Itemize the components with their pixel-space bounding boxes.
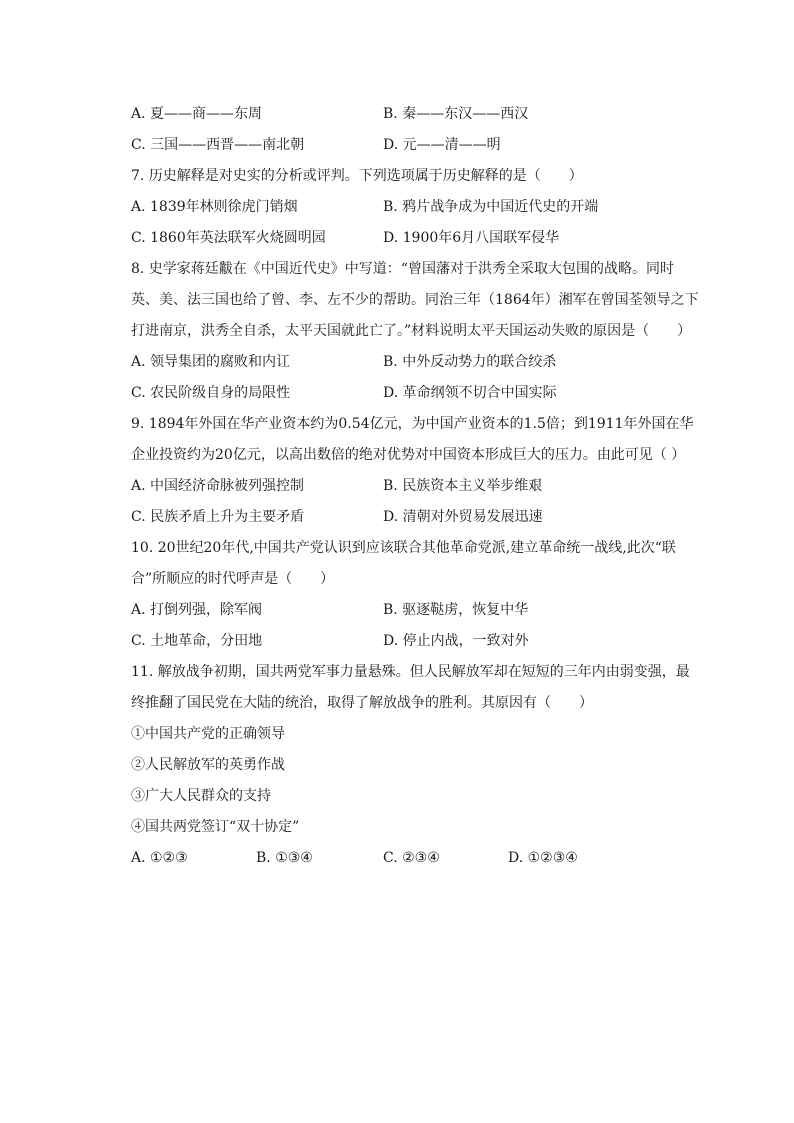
- q10-stem-line-2: 合”所顺应的时代呼声是（ ）: [131, 571, 335, 587]
- q9-options-row-2: [131, 502, 697, 533]
- q7-option-b[interactable]: B. 鸦片战争成为中国近代史的开端: [383, 199, 599, 215]
- q6-option-b[interactable]: B. 秦——东汉——西汉: [383, 106, 529, 122]
- q11-option-d[interactable]: D. ①②③④: [508, 850, 578, 866]
- q10-option-b[interactable]: B. 驱逐鞑虏，恢复中华: [383, 602, 529, 618]
- q10-stem: [131, 533, 697, 595]
- q11-item-1: ①中国共产党的正确领导: [131, 726, 285, 742]
- q6-options-row-1: [131, 99, 697, 130]
- q9-option-a[interactable]: A. 中国经济命脉被列强控制: [131, 478, 305, 494]
- q10-options-row-1: [131, 595, 697, 626]
- q8-stem-line-3: 打进南京，洪秀全自杀，太平天国就此亡了。”材料说明太平天国运动失败的原因是（ ）: [131, 323, 692, 339]
- q9-stem: [131, 409, 697, 471]
- q10-option-a[interactable]: A. 打倒列强，除军阀: [131, 602, 263, 618]
- q7-option-c[interactable]: C. 1860年英法联军火烧圆明园: [131, 230, 326, 246]
- q11-item-2: ②人民解放军的英勇作战: [131, 757, 285, 773]
- q11-stem: [131, 657, 697, 719]
- q9-stem-line-1: 9. 1894年外国在华产业资本约为0.54亿元，为中国产业资本的1.5倍；到1911年外国在华: [131, 416, 694, 432]
- q8-options-row-2: [131, 378, 697, 409]
- q9-stem-line-2: 企业投资约为20亿元，以高出数倍的绝对优势对中国资本形成巨大的压力。由此可见（ ）: [131, 447, 686, 463]
- q7-options-row-2: [131, 223, 697, 254]
- q8-stem-line-2: 英、美、法三国也给了曾、李、左不少的帮助。同治三年（1864年）湘军在曾国荃领导之下: [131, 292, 699, 308]
- q7-stem: [131, 161, 697, 192]
- q8-options-row-1: [131, 347, 697, 378]
- q8-stem: [131, 254, 697, 347]
- q11-item-4: ④国共两党签订“双十协定”: [131, 819, 300, 835]
- q11-option-c[interactable]: C. ②③④: [383, 850, 440, 866]
- q11-item-3: ③广大人民群众的支持: [131, 788, 271, 804]
- q7-stem-line-1: 7. 历史解释是对史实的分析或评判。下列选项属于历史解释的是（ ）: [131, 168, 583, 184]
- q8-option-c[interactable]: C. 农民阶级自身的局限性: [131, 385, 291, 401]
- q6-option-a[interactable]: A. 夏——商——东周: [131, 106, 263, 122]
- q11-stem-line-1: 11. 解放战争初期，国共两党军事力量悬殊。但人民解放军却在短短的三年内由弱变强，最: [131, 664, 690, 680]
- q8-stem-line-1: 8. 史学家蒋廷黻在《中国近代史》中写道：“曾国藩对于洪秀全采取大包围的战略。同时: [131, 261, 674, 277]
- q11-option-a[interactable]: A. ①②③: [131, 850, 188, 866]
- q8-option-a[interactable]: A. 领导集团的腐败和内讧: [131, 354, 291, 370]
- q9-options-row-1: [131, 471, 697, 502]
- q10-option-d[interactable]: D. 停止内战，一致对外: [383, 633, 529, 649]
- q9-option-b[interactable]: B. 民族资本主义举步维艰: [383, 478, 543, 494]
- q6-option-d[interactable]: D. 元——清——明: [383, 137, 501, 153]
- exam-page: [131, 99, 697, 874]
- q7-option-d[interactable]: D. 1900年6月八国联军侵华: [383, 230, 560, 246]
- q9-option-d[interactable]: D. 清朝对外贸易发展迅速: [383, 509, 543, 525]
- q9-option-c[interactable]: C. 民族矛盾上升为主要矛盾: [131, 509, 305, 525]
- q6-options-row-2: [131, 130, 697, 161]
- q7-option-a[interactable]: A. 1839年林则徐虎门销烟: [131, 199, 298, 215]
- q6-option-c[interactable]: C. 三国——西晋——南北朝: [131, 137, 305, 153]
- q8-option-d[interactable]: D. 革命纲领不切合中国实际: [383, 385, 557, 401]
- q11-options-row: [131, 843, 697, 874]
- q10-stem-line-1: 10. 20世纪20年代,中国共产党认识到应该联合其他革命党派,建立革命统一战线,此次“联: [131, 540, 676, 556]
- q8-option-b[interactable]: B. 中外反动势力的联合绞杀: [383, 354, 557, 370]
- q11-option-b[interactable]: B. ①③④: [256, 850, 313, 866]
- q10-option-c[interactable]: C. 土地革命，分田地: [131, 633, 263, 649]
- q11-stem-line-2: 终推翻了国民党在大陆的统治，取得了解放战争的胜利。其原因有（ ）: [131, 695, 593, 711]
- q10-options-row-2: [131, 626, 697, 657]
- q7-options-row-1: [131, 192, 697, 223]
